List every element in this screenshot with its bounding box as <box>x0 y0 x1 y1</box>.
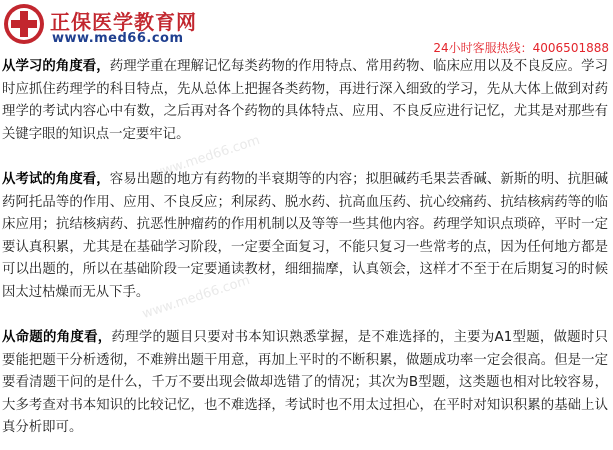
site-name[interactable]: 正保医学教育网 <box>50 10 197 34</box>
paragraph-question <box>2 327 608 440</box>
paragraph-lead: 从考试的角度看， <box>2 172 110 187</box>
article-body <box>2 56 608 440</box>
paragraph-text: 药理学的题目只要对书本知识熟悉掌握，是不难选择的，主要为A1型题，做题时只要能把题干分析透彻，不难辨出题干用意，再加上平时的不断积累，做题成功率一定会很高。但是一定要看清题干问的是什么，千万不要出现会做却选错了的情况；其次为B型题，这类题也相对比较容易，大多考查对书本知识的比较记忆，也不难选择，考试时也不用太过担心，在平时对知识积累的基础上认真分析即可。 <box>2 330 608 435</box>
watermark: www.med66.com <box>150 133 262 182</box>
paragraph-text: 药理学重在理解记忆每类药物的作用特点、常用药物、临床应用以及不良反应。学习时应抓住药理学的科目特点，先从总体上把握各类药物，再进行深入细致的学习，先从大体上做到对药理学的考试内容心中有数，之后再对各个药物的具体特点、应用、不良反应进行记忆，尤其是对那些有关键字眼的知识点一定要牢记。 <box>2 59 609 142</box>
hotline-label: 24小时客服热线： <box>433 41 533 55</box>
site-header <box>0 0 613 56</box>
paragraph-study <box>2 56 608 146</box>
medical-cross-icon <box>2 2 46 46</box>
watermark: www.med66.com <box>140 273 252 322</box>
hotline <box>433 39 609 56</box>
paragraph-gap <box>2 304 608 327</box>
hotline-number: 4006501888 <box>532 41 609 55</box>
paragraph-exam <box>2 169 608 304</box>
paragraph-gap <box>2 146 608 169</box>
paragraph-text: 容易出题的地方有药物的半衰期等的内容；拟胆碱药毛果芸香碱、新斯的明、抗胆碱药阿托品等的作用、应用、不良反应；利尿药、脱水药、抗高血压药、抗心绞痛药、抗结核病药等的临床应用；抗结核病药、抗恶性肿瘤药的作用机制以及等等一些其他内容。药理学知识点琐碎，平时一定要认真积累，尤其是在基础学习阶段，一定要全面复习，不能只复习一些常考的点，因为任何地方都是可以出题的，所以在基础阶段一定要通读教材，细细揣摩，认真领会，这样才不至于在后期复习的时候因太过枯燥而无从下手。 <box>2 172 609 300</box>
paragraph-lead: 从命题的角度看， <box>2 330 112 345</box>
site-url[interactable]: www.med66.com <box>52 31 184 46</box>
paragraph-lead: 从学习的角度看， <box>2 59 110 74</box>
